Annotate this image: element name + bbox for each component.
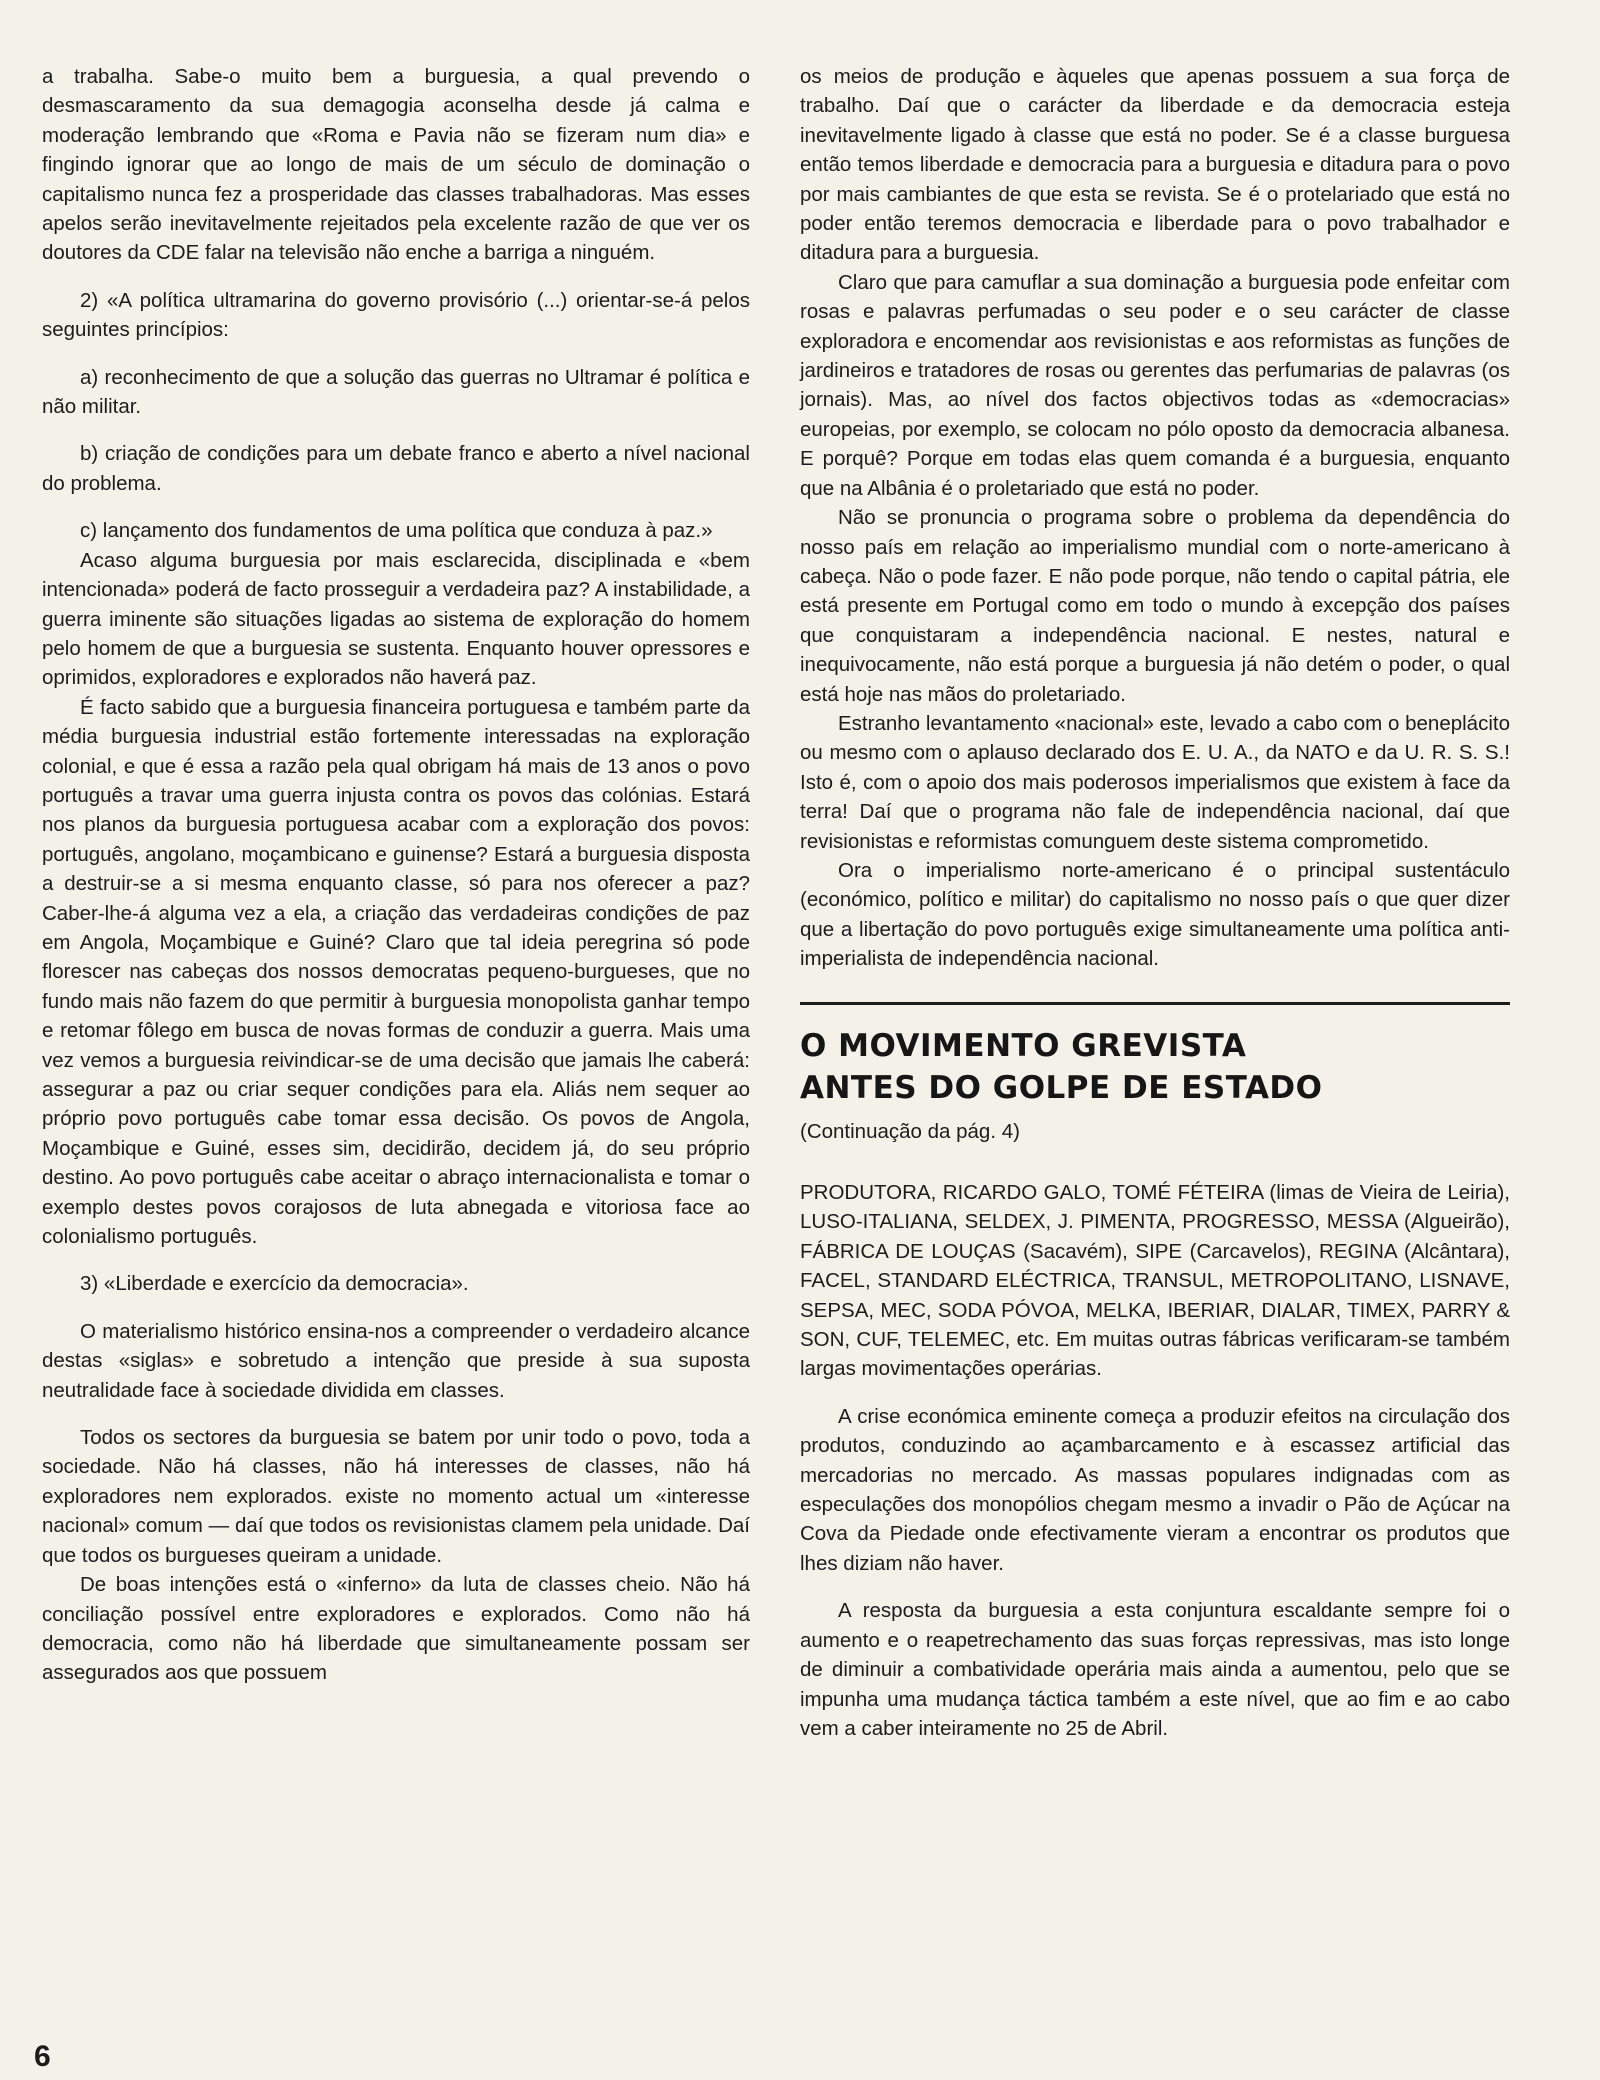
right-paragraph-1: os meios de produção e àqueles que apenas possuem a sua força de trabalho. Daí que o carácter da liberdade e da democracia esteja inevitavelmente ligado à classe que está no poder. Se é a classe burguesa então temos liberdade e democracia para a burguesia e ditadura para o povo por mais cambiantes de que esta se revista. Se é o protelariado que está no poder então teremos democracia e liberdade para o povo trabalhador e ditadura para a burguesia. (800, 65, 1510, 265)
left-paragraph-8: 3) «Liberdade e exercício da democracia». (80, 1272, 469, 1296)
article-paragraph-1: PRODUTORA, RICARDO GALO, TOMÉ FÉTEIRA (limas de Vieira de Leiria), LUSO-ITALIANA, SELDEX, J. PIMENTA, PROGRESSO, MESSA (Algueirão), FÁBRICA DE LOUÇAS (Sacavém), SIPE (Carcavelos), REGINA (Alcântara), FACEL, STANDARD ELÉCTRICA, TRANSUL, METROPOLITANO, LISNAVE, SEPSA, MEC, SODA PÓVOA, MELKA, IBERIAR, DIALAR, TIMEX, PARRY & SON, CUF, TELEMEC, etc. Em muitas outras fábricas verificaram-se também largas movimentações operárias. (800, 1181, 1510, 1381)
right-column (800, 62, 1510, 1743)
left-paragraph-11: De boas intenções está o «inferno» da luta de classes cheio. Não há conciliação possível entre exploradores e explorados. Como não há democracia, como não há liberdade que simultaneamente possam ser assegurados aos que possuem (42, 1573, 750, 1685)
article-title-line-2: ANTES DO GOLPE DE ESTADO (800, 1069, 1323, 1106)
right-paragraph-2: Claro que para camuflar a sua dominação a burguesia pode enfeitar com rosas e palavras perfumadas o seu poder e o seu carácter de classe exploradora e encomendar aos revisionistas e aos reformistas as funções de jardineiros e tratadores de rosas ou gerentes das perfumarias de palavras (os jornais). Mas, ao nível dos factos objectivos todas as «democracias» europeias, por exemplo, se colocam no pólo oposto da democracia albanesa. E porquê? Porque em todas elas quem comanda é a burguesia, enquanto que na Albânia é o proletariado que está no poder. (800, 270, 1510, 500)
left-column (42, 62, 750, 1688)
page-number: 6 (34, 2040, 51, 2073)
section-divider (800, 1002, 1510, 1005)
article-heading (800, 1025, 1510, 1109)
article-paragraph-3: A resposta da burguesia a esta conjuntura escaldante sempre foi o aumento e o reapetrechamento das suas forças repressivas, mas isto longe de diminuir a combatividade operária mais ainda a aumentou, pelo que se impunha uma mudança táctica também a este nível, que ao fim e ao cabo vem a caber inteiramente no 25 de Abril. (800, 1599, 1510, 1740)
article-paragraph-2: A crise económica eminente começa a produzir efeitos na circulação dos produtos, conduzindo ao açambarcamento e à escassez artificial das mercadorias no mercado. As massas populares indignadas com as especulações dos monopólios chegam mesmo a invadir o Pão de Açúcar na Cova da Piedade onde efectivamente vieram a encontrar os produtos que lhes diziam não haver. (800, 1404, 1510, 1575)
left-paragraph-1: a trabalha. Sabe-o muito bem a burguesia, a qual prevendo o desmascaramento da sua demagogia aconselha desde já calma e moderação lembrando que «Roma e Pavia não se fizeram num dia» e fingindo ignorar que ao longo de mais de um século de dominação o capitalismo nunca fez a prosperidade das classes trabalhadoras. Mas esses apelos serão inevitavelmente rejeitados pela excelente razão de que ver os doutores da CDE falar na televisão não enche a barriga a ninguém. (42, 65, 750, 265)
left-paragraph-5: c) lançamento dos fundamentos de uma política que conduza à paz.» (80, 519, 713, 543)
left-paragraph-4: b) criação de condições para um debate franco e aberto a nível nacional do problema. (42, 442, 750, 495)
left-paragraph-2: 2) «A política ultramarina do governo provisório (...) orientar-se-á pelos seguintes princípios: (42, 288, 750, 342)
left-paragraph-9: O materialismo histórico ensina-nos a compreender o verdadeiro alcance destas «siglas» e sobretudo a intenção que preside à sua suposta neutralidade face à sociedade dividida em classes. (42, 1319, 750, 1402)
left-paragraph-3: a) reconhecimento de que a solução das guerras no Ultramar é política e não militar. (42, 365, 750, 419)
right-paragraph-3: Não se pronuncia o programa sobre o problema da dependência do nosso país em relação ao imperialismo mundial com o norte-americano à cabeça. Não o pode fazer. E não pode porque, não tendo o capital pátria, ele está presente em Portugal como em todo o mundo à excepção dos países que conquistaram a independência nacional. E nestes, natural e inequivocamente, não está porque a burguesia já não detém o poder, o qual está hoje nas mãos do proletariado. (800, 506, 1510, 706)
article-title-line-1: O MOVIMENTO GREVISTA (800, 1027, 1247, 1064)
continuation-note: (Continuação da pág. 4) (800, 1119, 1020, 1143)
right-paragraph-5: Ora o imperialismo norte-americano é o principal sustentáculo (económico, político e militar) do capitalismo no nosso país o que quer dizer que a libertação do povo português exige simultaneamente uma política anti-imperialista de independência nacional. (800, 858, 1510, 971)
left-paragraph-6: Acaso alguma burguesia por mais esclarecida, disciplinada e «bem intencionada» poderá de facto prosseguir a verdadeira paz? A instabilidade, a guerra iminente são situações ligadas ao sistema de exploração do homem pelo homem de que a burguesia se sustenta. Enquanto houver opressores e oprimidos, exploradores e explorados não haverá paz. (42, 548, 750, 690)
left-paragraph-10: Todos os sectores da burguesia se batem por unir todo o povo, toda a sociedade. Não há classes, não há interesses de classes, não há exploradores nem explorados. existe no momento actual um «interesse nacional» comum — daí que todos os revisionistas clamem pela unidade. Daí que todos os burgueses queiram a unidade. (42, 1426, 750, 1567)
right-paragraph-4: Estranho levantamento «nacional» este, levado a cabo com o beneplácito ou mesmo com o aplauso declarado dos E. U. A., da NATO e da U. R. S. S.! Isto é, com o apoio dos mais poderosos imperialismos que existem à face da terra! Daí que o programa não fale de independência nacional, daí que revisionistas e reformistas comunguem deste sistema comprometido. (800, 711, 1510, 853)
left-paragraph-7: É facto sabido que a burguesia financeira portuguesa e também parte da média burguesia industrial estão fortemente interessadas na exploração colonial, e que é essa a razão pela qual obrigam há mais de 13 anos o povo português a travar uma guerra injusta contra os povos das colónias. Estará nos planos da burguesia portuguesa acabar com a exploração dos povos: português, angolano, moçambicano e guinense? Estará a burguesia disposta a destruir-se a si mesma enquanto classe, só para nos oferecer a paz? Caber-lhe-á alguma vez a ela, a criação das verdadeiras condições de paz em Angola, Moçambique e Guiné? Claro que tal ideia peregrina só pode florescer nas cabeças dos nossos democratas pequeno-burgueses, que no fundo mais não fazem do que permitir à burguesia monopolista ganhar tempo e retomar fôlego em busca de novas formas de conduzir a guerra. Mais uma vez vemos a burguesia reivindicar-se de uma decisão que jamais lhe caberá: assegurar a paz ou criar sequer condições para ela. Aliás nem sequer ao próprio povo português cabe tomar essa decisão. Os povos de Angola, Moçambique e Guiné, esses sim, decidirão, decidem já, do seu próprio destino. Ao povo português cabe aceitar o abraço internacionalista e tomar o exemplo destes povos corajosos de luta abnegada e vitoriosa face ao colonialismo português. (42, 695, 750, 1249)
